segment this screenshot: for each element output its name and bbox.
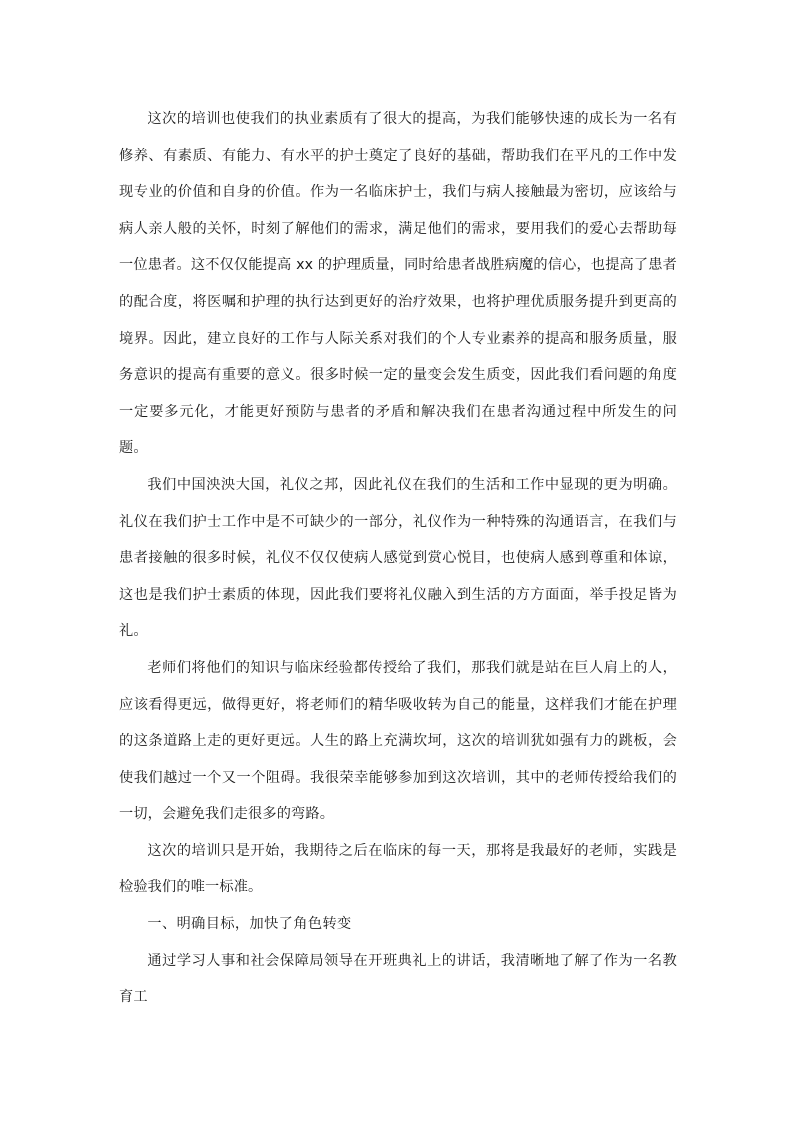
document-body — [119, 101, 677, 1016]
paragraph-training-quality: 这次的培训也使我们的执业素质有了很大的提高，为我们能够快速的成长为一名有修养、有素质、有能力、有水平的护士奠定了良好的基础，帮助我们在平凡的工作中发现专业的价值和自身的价值。作为一名临床护士，我们与病人接触最为密切，应该给与病人亲人般的关怀，时刻了解他们的需求，满足他们的需求，要用我们的爱心去帮助每一位患者。这不仅仅能提高 xx 的护理质量，同时给患者战胜病魔的信心，也提高了患者的配合度，将医嘱和护理的执行达到更好的治疗效果，也将护理优质服务提升到更高的境界。因此，建立良好的工作与人际关系对我们的个人专业素养的提高和服务质量，服务意识的提高有重要的意义。很多时候一定的量变会发生质变，因此我们看问题的角度一定要多元化，才能更好预防与患者的矛盾和解决我们在患者沟通过程中所发生的问题。 — [119, 111, 677, 457]
section-heading-goals: 一、明确目标，加快了角色转变 — [147, 916, 352, 933]
paragraph-study-speech: 通过学习人事和社会保障局领导在开班典礼上的讲话，我清晰地了解了作为一名教育工 — [119, 952, 677, 1006]
paragraph-etiquette: 我们中国泱泱大国，礼仪之邦，因此礼仪在我们的生活和工作中显现的更为明确。礼仪在我们护士工作中是不可缺少的一部分，礼仪作为一种特殊的沟通语言，在我们与患者接触的很多时候，礼仪不仅仅使病人感觉到赏心悦目，也使病人感到尊重和体谅，这也是我们护士素质的体现，因此我们要将礼仪融入到生活的方方面面，举手投足皆为礼。 — [119, 476, 677, 640]
paragraph-practice: 这次的培训只是开始，我期待之后在临床的每一天，那将是我最好的老师，实践是检验我们的唯一标准。 — [119, 842, 677, 896]
paragraph-teachers: 老师们将他们的知识与临床经验都传授给了我们，那我们就是站在巨人肩上的人，应该看得更远，做得更好，将老师们的精华吸收转为自己的能量，这样我们才能在护理的这条道路上走的更好更远。人生的路上充满坎坷，这次的培训犹如强有力的跳板，会使我们越过一个又一个阻碍。我很荣幸能够参加到这次培训，其中的老师传授给我们的一切，会避免我们走很多的弯路。 — [119, 659, 677, 823]
